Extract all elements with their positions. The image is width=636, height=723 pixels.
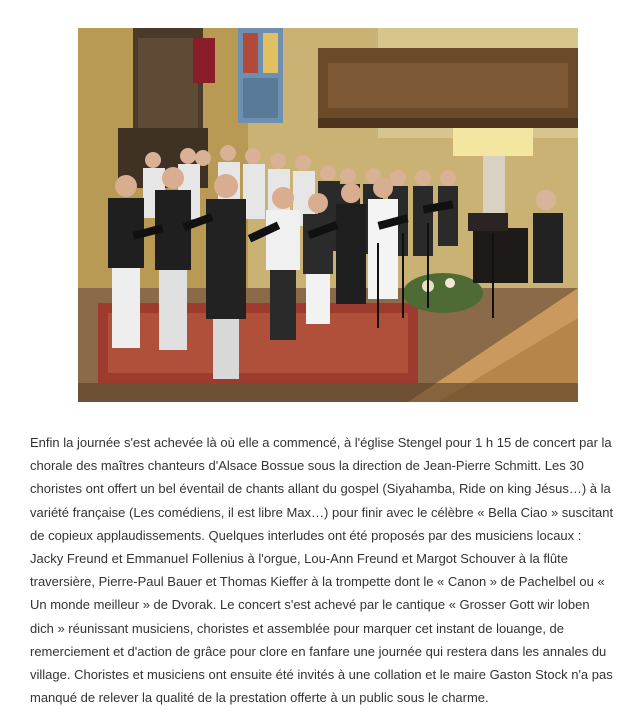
photo-caption [78, 404, 578, 418]
choir-concert-photo [78, 28, 578, 402]
article-paragraph: Enfin la journée s'est achevée là où elle a commencé, à l'église Stengel pour 1 h 15 de concert par la chorale des maîtres chanteurs d'Alsace Bossue sous la direction de Jean-Pierre Schmitt. Les 30 choristes ont offert un bel éventail de chants allant du gospel (Siyahamba, Ride on king Jésus…) à la variété française (Les comédiens, il est libre Max…) pour finir avec le célèbre « Bella Ciao » suscitant de copieux applaudissements. Quelques interludes ont été proposés par des musiciens locaux : Jacky Freund et Emmanuel Follenius à l'orgue, Lou-Ann Freund et Margot Schouver à la flûte traversière, Pierre-Paul Bauer et Thomas Kieffer à la trompette dont le « Canon » de Pachelbel ou « Un monde meilleur » de Dvorak. Le concert s'est achevé par le cantique « Grosser Gott wir loben dich » réunissant musiciens, choristes et assemblée pour marquer cet instant de louange, de remerciement et d'action de grâce pour clore en fanfare une journée qui restera dans les annales du village. Choristes et musiciens ont ensuite été invités à une collation et le maire Gaston Stock n'a pas manqué de relever la qualité de la prestation offerte à un public sous le charme. [30, 435, 614, 706]
photo-illustration [78, 28, 578, 402]
